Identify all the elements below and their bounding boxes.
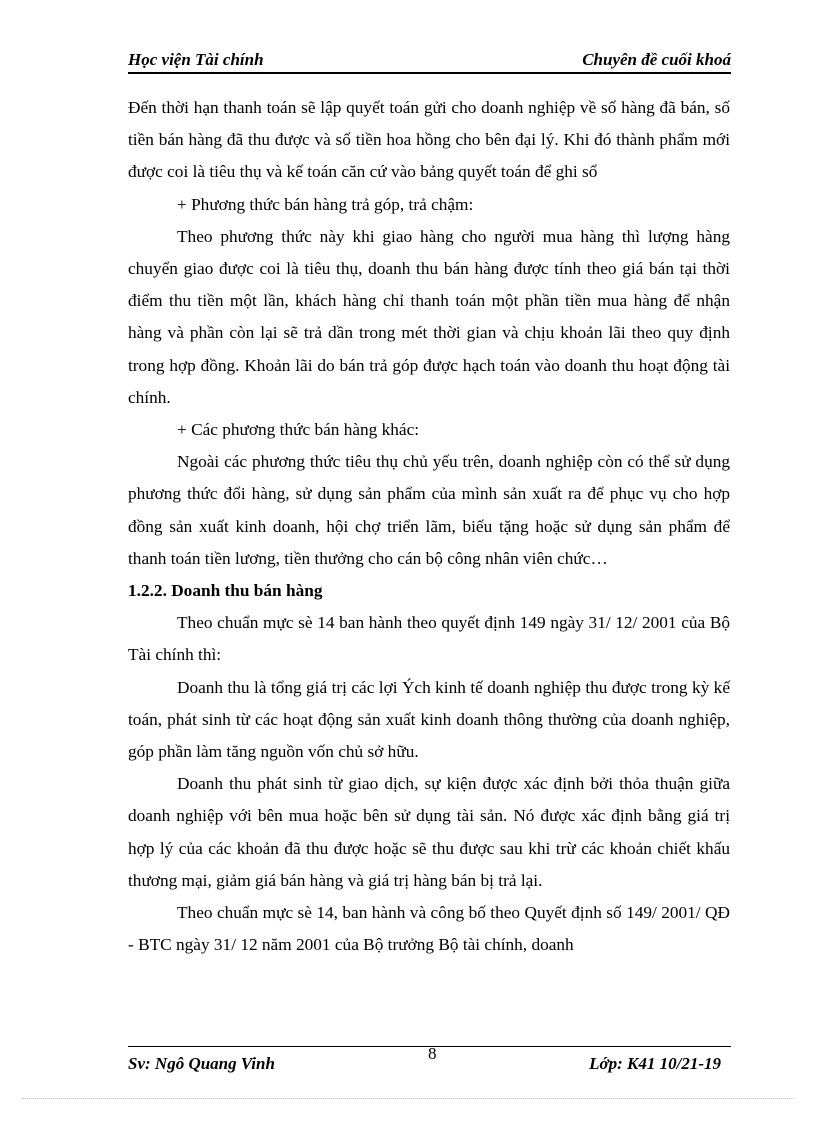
paragraph-standard-14-decision: Theo chuẩn mực sè 14, ban hành và công bố theo Quyết định số 149/ 2001/ QĐ - BTC ngày 31/ 12 năm 2001 của Bộ trưởng Bộ tài chính, doanh	[128, 903, 730, 955]
paragraph-standard-14: Theo chuẩn mực sè 14 ban hành theo quyết định 149 ngày 31/ 12/ 2001 của Bộ Tài chính thì:	[128, 613, 730, 665]
paragraph-other-sales: Ngoài các phương thức tiêu thụ chủ yếu trên, doanh nghiệp còn có thể sử dụng phương thức đổi hàng, sử dụng sản phẩm của mình sản xuất ra để phục vụ cho hợp đồng sản xuất kinh doanh, hội chợ triển lãm, biếu tặng hoặc sử dụng sản phẩm để thanh toán tiền lương, tiền thưởng cho cán bộ công nhân viên chức…	[128, 452, 730, 568]
footer-class: Lớp: K41 10/21-19	[589, 1054, 721, 1073]
section-heading-revenue: 1.2.2. Doanh thu bán hàng	[128, 581, 323, 601]
paragraph-settlement: Đến thời hạn thanh toán sẽ lập quyết toán gửi cho doanh nghiệp về số hàng đã bán, số tiền bán hàng đã thu được và số tiền hoa hồng cho bên đại lý. Khi đó thành phẩm mới được coi là tiêu thụ và kế toán căn cứ vào bảng quyết toán để ghi sổ	[128, 98, 730, 182]
page-bottom-border	[22, 1098, 794, 1099]
page-number: 8	[428, 1044, 437, 1063]
subheading-installment-sales: + Phương thức bán hàng trả góp, trả chậm:	[177, 194, 474, 214]
subheading-other-sales: + Các phương thức bán hàng khác:	[177, 420, 420, 440]
paragraph-revenue-definition: Doanh thu là tổng giá trị các lợi Ých kinh tế doanh nghiệp thu được trong kỳ kế toán, phát sinh từ các hoạt động sản xuất kinh doanh thông thường của doanh nghiệp, góp phần làm tăng nguồn vốn chủ sở hữu.	[128, 677, 730, 762]
page-header	[128, 48, 731, 74]
paragraph-installment-sales: Theo phương thức này khi giao hàng cho người mua hàng thì lượng hàng chuyển giao được coi là tiêu thụ, doanh thu bán hàng được tính theo giá bán tại thời điểm thu tiền một lần, khách hàng chỉ thanh toán một phần tiền mua hàng để nhận hàng và phần còn lại sẽ trả dần trong mét thời gian và chịu khoản lãi theo quy định trong hợp đồng. Khoản lãi do bán trả góp được hạch toán vào doanh thu hoạt động tài chính.	[128, 226, 730, 407]
page-footer	[128, 1044, 731, 1078]
header-institution: Học viện Tài chính	[128, 50, 264, 69]
header-document-type: Chuyên đề cuối khoá	[582, 50, 731, 69]
footer-student-name: Sv: Ngô Quang Vinh	[128, 1054, 275, 1073]
document-body	[128, 92, 730, 961]
paragraph-revenue-measurement: Doanh thu phát sinh từ giao dịch, sự kiện được xác định bởi thỏa thuận giữa doanh nghiệp với bên mua hoặc bên sử dụng tài sản. Nó được xác định bằng giá trị hợp lý của các khoản đã thu được hoặc sẽ thu được sau khi trừ các khoản chiết khấu thương mại, giảm giá bán hàng và giá trị hàng bán bị trả lại.	[128, 774, 730, 890]
